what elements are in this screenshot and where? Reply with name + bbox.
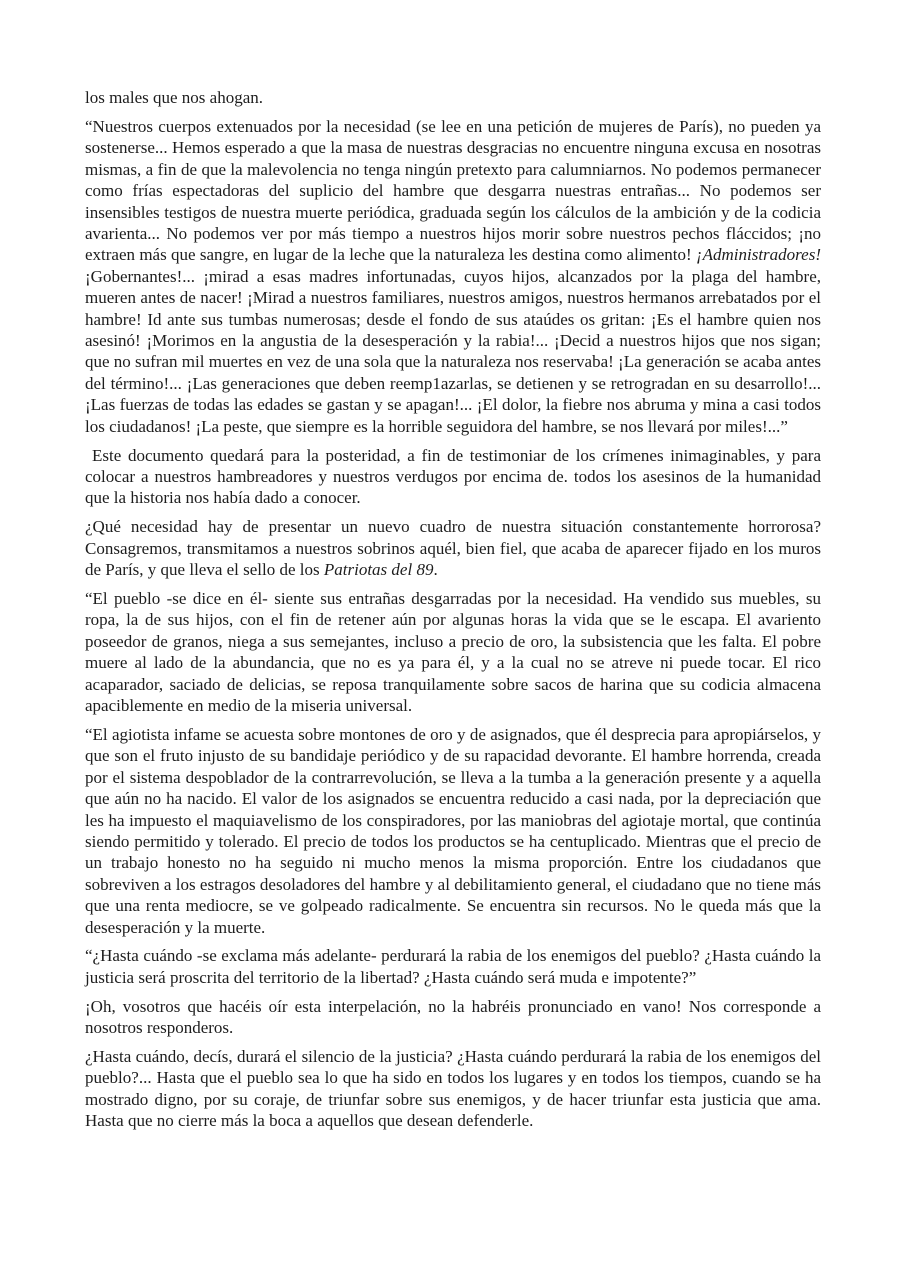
paragraph — [85, 945, 821, 988]
paragraph — [85, 1046, 821, 1132]
paragraph — [85, 516, 821, 580]
text-run: “El pueblo -se dice en él- siente sus entrañas desgarradas por la necesidad. Ha vendido sus muebles, su ropa, la de sus hijos, con el fin de retener aún por algunas horas la vida que se le escapa. El avariento poseedor de granos, niega a sus semejantes, incluso a precio de oro, la subsistencia que les falta. El pobre muere al lado de la abundancia, que no es ya para él, y a la cual no se atreve ni puede tocar. El rico acaparador, saciado de delicias, se reposa tranquilamente sobre sacos de harina que su codicia almacena apaciblemente en medio de la miseria universal. — [85, 588, 821, 715]
paragraph — [85, 996, 821, 1039]
text-run: ¡Gobernantes!... ¡mirad a esas madres infortunadas, cuyos hijos, alcanzados por la plaga del hambre, mueren antes de nacer! ¡Mirad a nuestros familiares, nuestros amigos, nuestros hermanos arrebatados por el hambre! Id ante sus tumbas numerosas; desde el fondo de sus ataúdes os gritan: ¡Es el hambre quien nos asesinó! ¡Morimos en la angustia de la desesperación y la rabia!... ¡Decid a nuestros hijos que nos sigan; que no sufran mil muertes en vez de una sola que la naturaleza nos reservaba! ¡La generación se acaba antes del término!... ¡Las generaciones que deben reemp1azarlas, se detienen y se retrogradan en su desarrollo!... ¡Las fuerzas de todas las edades se gastan y se apagan!... ¡El dolor, la fiebre nos abruma y mina a casi todos los ciudadanos! ¡La peste, que siempre es la horrible seguidora del hambre, se nos llevará por miles!...” — [85, 266, 821, 436]
text-run: los males que nos ahogan. — [85, 88, 263, 107]
text-run: ¿Qué necesidad hay de presentar un nuevo cuadro de nuestra situación constantemente horrorosa? Consagremos, transmitamos a nuestros sobrinos aquél, bien fiel, que acaba de aparecer fijado en los muros de París, y que lleva el sello de los — [85, 517, 821, 580]
text-run: “¿Hasta cuándo -se exclama más adelante- perdurará la rabia de los enemigos del pueblo? ¿Hasta cuándo la justicia será proscrita del territorio de la libertad? ¿Hasta cuándo será muda e impotente?” — [85, 946, 821, 987]
italic-text-run: ¡Administradores! — [696, 245, 821, 265]
paragraph — [85, 116, 821, 437]
paragraph — [85, 445, 821, 509]
paragraph — [85, 724, 821, 938]
text-run: “Nuestros cuerpos extenuados por la necesidad (se lee en una petición de mujeres de París), no pueden ya sostenerse... Hemos esperado a que la masa de nuestras desgracias no encuentre ninguna excusa en nosotras mismas, a fin de que la malevolencia no tenga ningún pretexto para calumniarnos. No podemos permanecer como frías espectadoras del suplicio del hambre que desgarra nuestras entrañas... No podemos ser insensibles testigos de nuestra muerte periódica, graduada según los cálculos de la ambición y de la codicia avarienta... No podemos ver por más tiempo a nuestros hijos morir sobre nuestros pechos fláccidos; ¡no extraen más que sangre, en lugar de la leche que la naturaleza les destina como alimento! — [85, 116, 821, 265]
document-page — [85, 87, 821, 1139]
text-run: Este documento quedará para la posteridad, a fin de testimoniar de los crímenes inimaginables, y para colocar a nuestros hambreadores y nuestros verdugos por encima de. todos los asesinos de la humanidad que la historia nos había dado a conocer. — [85, 445, 821, 508]
paragraph — [85, 87, 821, 108]
text-run: “El agiotista infame se acuesta sobre montones de oro y de asignados, que él desprecia para apropiárselos, y que son el fruto injusto de su bandidaje periódico y de su rapacidad devorante. El hambre horrenda, creada por el sistema despoblador de la contrarrevolución, se lleva a la tumba a la generación presente y a aquella que aún no ha nacido. El valor de los asignados se encuentra reducido a casi nada, por la depreciación que les ha impuesto el maquiavelismo de los conspiradores, por las maniobras del agiotaje mortal, que continúa siendo permitido y tolerado. El precio de todos los productos se ha centuplicado. Mientras que el precio de un trabajo honesto no ha seguido ni mucho menos la misma proporción. Entre los ciudadanos que sobreviven a los estragos desoladores del hambre y al debilitamiento general, el ciudadano que no tiene más que una renta mediocre, se ve golpeado radicalmente. Se encuentra sin recursos. No le queda más que la desesperación y la muerte. — [85, 724, 821, 937]
paragraph — [85, 588, 821, 716]
text-run: . — [433, 560, 438, 580]
text-run: ¿Hasta cuándo, decís, durará el silencio de la justicia? ¿Hasta cuándo perdurará la rabia de los enemigos del pueblo?... Hasta que el pueblo sea lo que ha sido en todos los lugares y en todos los tiempos, cuando se ha mostrado digno, por su coraje, de triunfar sobre sus enemigos, y de hacer triunfar esta justicia que ama. Hasta que no cierre más la boca a aquellos que desean defenderle. — [85, 1047, 821, 1131]
text-run: ¡Oh, vosotros que hacéis oír esta interpelación, no la habréis pronunciado en vano! Nos corresponde a nosotros responderos. — [85, 996, 821, 1038]
italic-text-run: Patriotas del 89 — [323, 560, 434, 580]
text-block — [85, 87, 821, 1132]
